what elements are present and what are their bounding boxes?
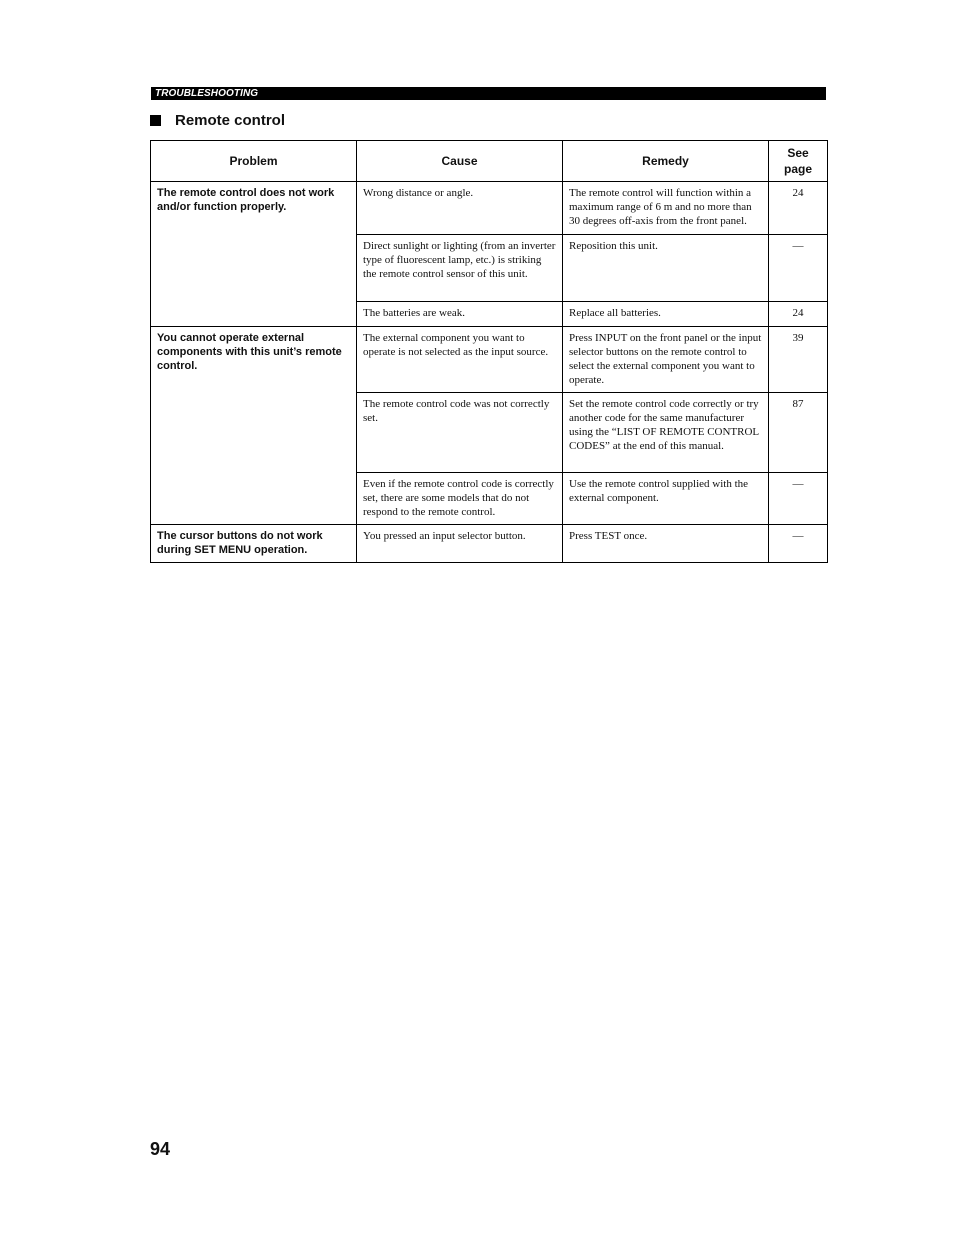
table-row xyxy=(151,327,828,393)
cause-cell: Direct sunlight or lighting (from an inverter type of fluorescent lamp, etc.) is striking the remote control sensor of this unit. xyxy=(357,235,563,302)
cause-cell: Even if the remote control code is correctly set, there are some models that do not respond to the remote control. xyxy=(357,473,563,525)
see-page-cell: — xyxy=(769,235,828,302)
problem-cell: The remote control does not work and/or function properly. xyxy=(151,182,357,327)
cause-cell: You pressed an input selector button. xyxy=(357,525,563,563)
remedy-cell: Press TEST once. xyxy=(563,525,769,563)
table-row xyxy=(151,182,828,235)
cause-cell: The external component you want to operate is not selected as the input source. xyxy=(357,327,563,393)
remedy-cell: The remote control will function within a maximum range of 6 m and no more than 30 degrees off-axis from the front panel. xyxy=(563,182,769,235)
see-page-cell: — xyxy=(769,525,828,563)
section-title xyxy=(150,111,285,131)
problem-cell: The cursor buttons do not work during SET MENU operation. xyxy=(151,525,357,563)
table-row xyxy=(151,525,828,563)
cause-cell: The batteries are weak. xyxy=(357,302,563,327)
page-number: 94 xyxy=(150,1139,171,1159)
cause-cell: Wrong distance or angle. xyxy=(357,182,563,235)
problem-cell: You cannot operate external components with this unit’s remote control. xyxy=(151,327,357,525)
see-page-cell: 24 xyxy=(769,182,828,235)
square-bullet-icon xyxy=(150,115,161,126)
troubleshooting-table xyxy=(150,140,828,563)
column-header-see-page: See page xyxy=(769,141,828,182)
section-label: TROUBLESHOOTING xyxy=(155,88,259,99)
see-page-cell: 24 xyxy=(769,302,828,327)
see-page-cell: 87 xyxy=(769,393,828,473)
column-header-cause: Cause xyxy=(357,141,563,182)
remedy-cell: Set the remote control code correctly or try another code for the same manufacturer using the “LIST OF REMOTE CONTROL CODES” at the end of this manual. xyxy=(563,393,769,473)
column-header-remedy: Remedy xyxy=(563,141,769,182)
remedy-cell: Replace all batteries. xyxy=(563,302,769,327)
see-page-cell: 39 xyxy=(769,327,828,393)
cause-cell: The remote control code was not correctly set. xyxy=(357,393,563,473)
table-header-row xyxy=(151,141,828,182)
remedy-cell: Reposition this unit. xyxy=(563,235,769,302)
section-header-bar xyxy=(151,87,826,100)
column-header-problem: Problem xyxy=(151,141,357,182)
remedy-cell: Use the remote control supplied with the external component. xyxy=(563,473,769,525)
section-title-text: Remote control xyxy=(175,112,286,129)
see-page-cell: — xyxy=(769,473,828,525)
remedy-cell: Press INPUT on the front panel or the input selector buttons on the remote control to select the external component you want to operate. xyxy=(563,327,769,393)
